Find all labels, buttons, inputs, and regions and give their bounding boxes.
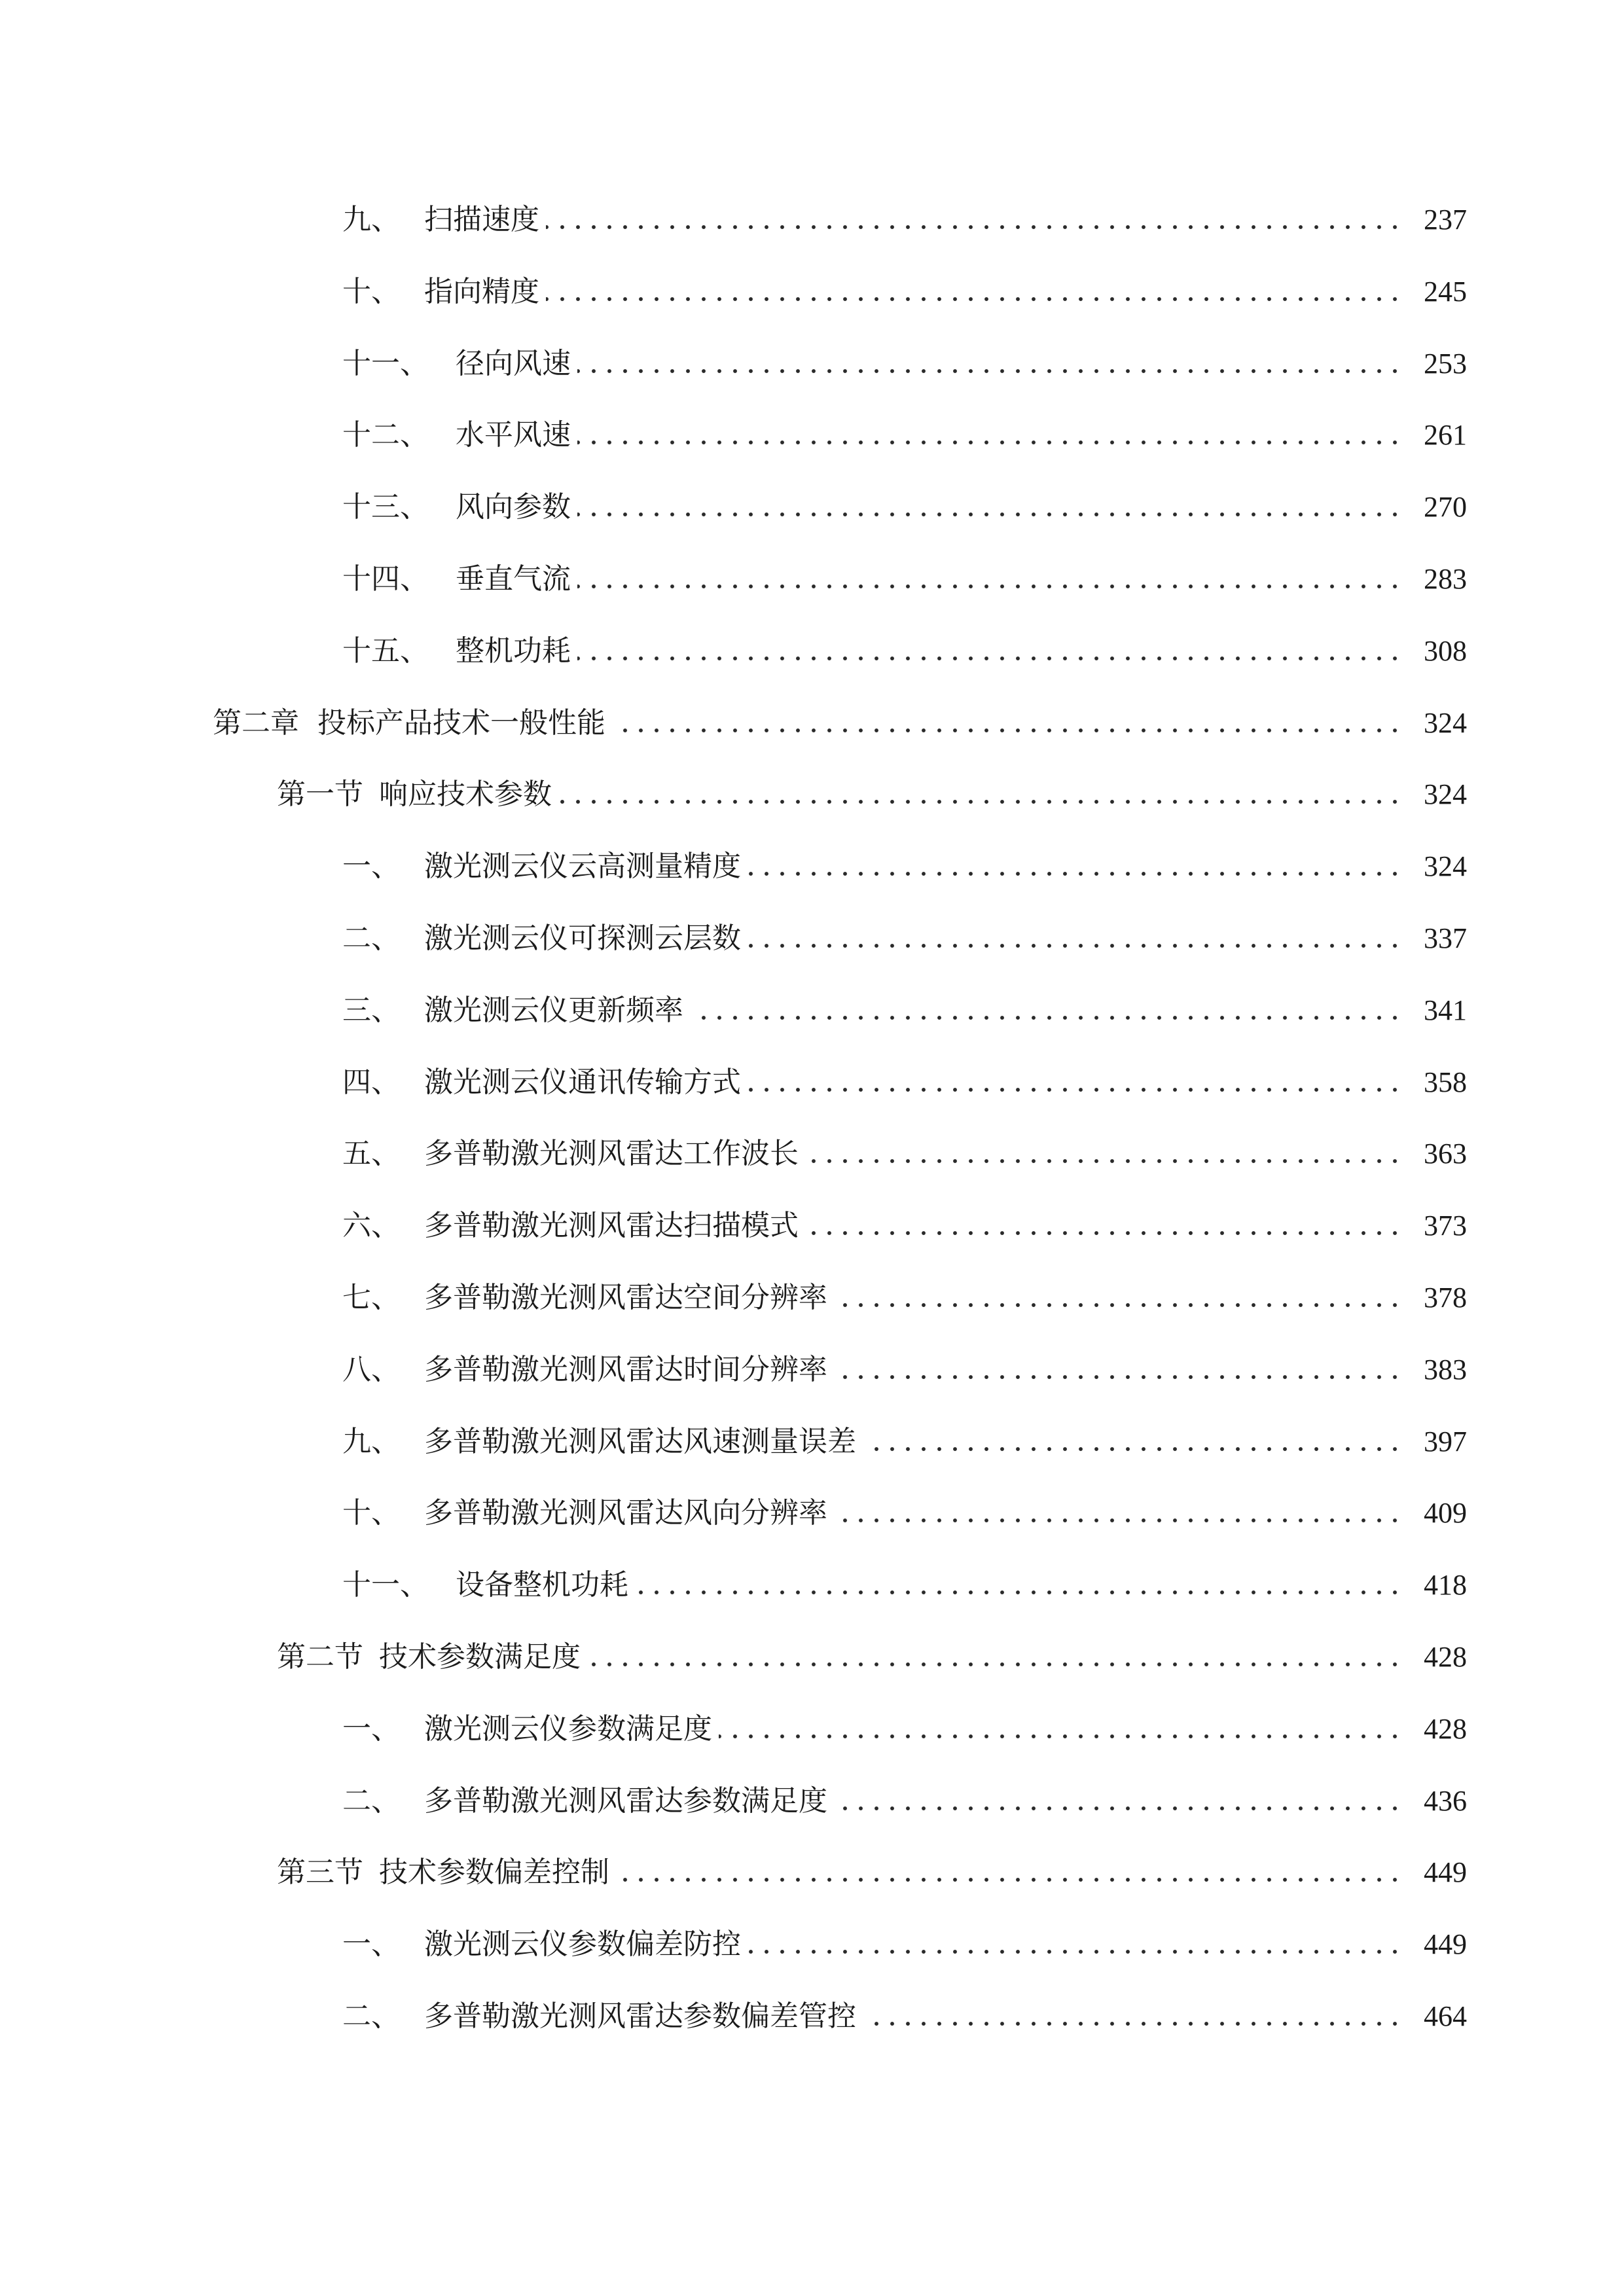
toc-entry-title: 多普勒激光测风雷达扫描模式: [424, 1209, 799, 1243]
toc-entry-page-number: 261: [1424, 419, 1467, 452]
toc-entry[interactable]: [342, 1200, 1467, 1252]
dot-leader: [635, 1588, 1403, 1596]
toc-entry-title: 多普勒激光测风雷达工作波长: [424, 1137, 799, 1171]
dot-leader: [748, 1948, 1403, 1956]
toc-entry-title: 响应技术参数: [379, 778, 552, 812]
toc-entry[interactable]: [342, 1344, 1467, 1396]
toc-entry-number: 九、: [342, 203, 400, 236]
toc-entry[interactable]: [342, 1487, 1467, 1539]
toc-entry-number: 十、: [342, 274, 400, 308]
toc-entry-title: 多普勒激光测风雷达时间分辨率: [424, 1352, 827, 1386]
dot-leader: [748, 870, 1403, 878]
toc-entry-page-number: 253: [1424, 347, 1467, 380]
toc-entry-title: 激光测云仪更新频率: [424, 993, 683, 1027]
toc-entry-title: 激光测云仪参数满足度: [424, 1712, 712, 1746]
dot-leader: [577, 367, 1403, 375]
toc-entry-page-number: 436: [1424, 1784, 1467, 1817]
toc-entry-number: 四、: [342, 1065, 400, 1099]
dot-leader: [748, 942, 1403, 950]
toc-entry-title: 多普勒激光测风雷达空间分辨率: [424, 1281, 827, 1314]
toc-entry-title: 风向参数: [456, 490, 571, 524]
toc-entry[interactable]: [342, 840, 1467, 893]
toc-entry-title: 多普勒激光测风雷达参数偏差管控: [424, 2000, 856, 2033]
toc-entry-page-number: 270: [1424, 491, 1467, 524]
toc-entry-number: 第一节: [277, 778, 363, 812]
toc-entry-page-number: 337: [1424, 922, 1467, 954]
toc-entry[interactable]: [342, 266, 1467, 318]
toc-entry-page-number: 428: [1424, 1712, 1467, 1745]
toc-entry-number: 十一、: [342, 346, 429, 380]
toc-entry-number: 三、: [342, 993, 400, 1027]
toc-entry-title: 技术参数满足度: [379, 1640, 581, 1674]
dot-leader: [577, 583, 1403, 590]
toc-entry-number: 十二、: [342, 418, 429, 452]
toc-entry[interactable]: [342, 481, 1467, 533]
toc-entry-number: 六、: [342, 1209, 400, 1243]
toc-entry[interactable]: [342, 553, 1467, 605]
toc-entry-title: 整机功耗: [456, 634, 571, 668]
toc-entry-title: 激光测云仪参数偏差防控: [424, 1928, 741, 1962]
toc-entry-title: 多普勒激光测风雷达风向分辨率: [424, 1496, 827, 1530]
toc-entry-page-number: 409: [1424, 1497, 1467, 1530]
toc-entry[interactable]: [342, 1272, 1467, 1324]
toc-entry[interactable]: [342, 338, 1467, 390]
toc-entry-page-number: 283: [1424, 563, 1467, 595]
dot-leader: [546, 223, 1403, 231]
toc-entry-number: 二、: [342, 1784, 400, 1818]
toc-entry-title: 水平风速: [456, 418, 571, 452]
toc-entry-page-number: 428: [1424, 1641, 1467, 1673]
toc-entry-page-number: 324: [1424, 706, 1467, 739]
toc-entry-number: 十五、: [342, 634, 429, 668]
toc-entry-title: 指向精度: [424, 274, 539, 308]
toc-entry-number: 第二节: [277, 1640, 363, 1674]
toc-entry-page-number: 308: [1424, 634, 1467, 667]
toc-entry-page-number: 363: [1424, 1138, 1467, 1170]
toc-entry-title: 扫描速度: [424, 203, 539, 236]
toc-entry-number: 第三节: [277, 1856, 363, 1890]
toc-entry-page-number: 418: [1424, 1569, 1467, 1602]
dot-leader: [577, 655, 1403, 662]
toc-entry-title: 激光测云仪可探测云层数: [424, 922, 741, 955]
toc-entry[interactable]: [342, 194, 1467, 246]
dot-leader: [577, 511, 1403, 518]
toc-entry[interactable]: [342, 1416, 1467, 1468]
toc-entry-number: 十三、: [342, 490, 429, 524]
toc-entry-page-number: 449: [1424, 1856, 1467, 1889]
toc-entry[interactable]: [342, 1128, 1467, 1180]
toc-entry-title: 径向风速: [456, 346, 571, 380]
dot-leader: [834, 1301, 1403, 1309]
toc-entry-title: 激光测云仪通讯传输方式: [424, 1065, 741, 1099]
toc-entry-number: 一、: [342, 850, 400, 884]
dot-leader: [805, 1229, 1403, 1237]
toc-entry[interactable]: [342, 625, 1467, 677]
dot-leader: [834, 1804, 1403, 1812]
toc-entry-page-number: 397: [1424, 1425, 1467, 1458]
toc-entry[interactable]: [342, 912, 1467, 965]
toc-entry-number: 七、: [342, 1281, 400, 1314]
toc-entry-number: 十一、: [342, 1568, 429, 1602]
toc-entry-title: 多普勒激光测风雷达风速测量误差: [424, 1424, 856, 1458]
toc-entry-page-number: 383: [1424, 1353, 1467, 1386]
toc-entry-page-number: 358: [1424, 1066, 1467, 1098]
dot-leader: [863, 1445, 1403, 1453]
toc-entry[interactable]: [342, 984, 1467, 1037]
dot-leader: [612, 726, 1403, 734]
toc-entry-number: 十、: [342, 1496, 400, 1530]
toc-entry-number: 五、: [342, 1137, 400, 1171]
toc-entry-title: 设备整机功耗: [456, 1568, 628, 1602]
toc-entry-number: 第二章: [213, 706, 299, 740]
toc-entry-page-number: 341: [1424, 994, 1467, 1026]
toc-entry-title: 垂直气流: [456, 562, 571, 596]
dot-leader: [690, 1014, 1403, 1022]
dot-leader: [719, 1732, 1403, 1740]
toc-entry[interactable]: [342, 1703, 1467, 1755]
toc-entry-page-number: 324: [1424, 778, 1467, 811]
toc-entry-page-number: 449: [1424, 1928, 1467, 1961]
toc-entry-number: 一、: [342, 1712, 400, 1746]
dot-leader: [546, 295, 1403, 303]
dot-leader: [577, 439, 1403, 446]
toc-entry-title: 投标产品技术一般性能: [317, 706, 605, 740]
dot-leader: [587, 1660, 1403, 1668]
toc-entry[interactable]: [342, 1559, 1467, 1611]
toc-entry[interactable]: [277, 1846, 1467, 1899]
toc-entry[interactable]: [213, 697, 1467, 749]
toc-entry[interactable]: [342, 1056, 1467, 1109]
toc-entry-number: 九、: [342, 1424, 400, 1458]
toc-entry-number: 二、: [342, 922, 400, 955]
toc-entry-number: 一、: [342, 1928, 400, 1962]
toc-entry-page-number: 378: [1424, 1282, 1467, 1314]
toc-entry-number: 十四、: [342, 562, 429, 596]
dot-leader: [748, 1086, 1403, 1094]
dot-leader: [834, 1516, 1403, 1524]
toc-entry[interactable]: [277, 768, 1467, 821]
dot-leader: [558, 798, 1403, 806]
toc-entry[interactable]: [342, 1918, 1467, 1971]
toc-entry-number: 八、: [342, 1352, 400, 1386]
toc-entry-page-number: 324: [1424, 850, 1467, 883]
toc-entry-title: 技术参数偏差控制: [379, 1856, 609, 1890]
toc-entry[interactable]: [342, 1990, 1467, 2043]
toc-entry-title: 激光测云仪云高测量精度: [424, 850, 741, 884]
toc-entry[interactable]: [342, 1775, 1467, 1827]
dot-leader: [834, 1373, 1403, 1381]
toc-entry-number: 二、: [342, 2000, 400, 2033]
toc-entry-page-number: 373: [1424, 1210, 1467, 1242]
dot-leader: [805, 1157, 1403, 1165]
toc-entry-page-number: 245: [1424, 275, 1467, 308]
dot-leader: [863, 2020, 1403, 2028]
toc-entry[interactable]: [277, 1631, 1467, 1683]
toc-entry-title: 多普勒激光测风雷达参数满足度: [424, 1784, 827, 1818]
toc-entry-page-number: 237: [1424, 204, 1467, 236]
toc-entry[interactable]: [342, 409, 1467, 461]
dot-leader: [616, 1876, 1403, 1884]
toc-entry-page-number: 464: [1424, 2000, 1467, 2032]
